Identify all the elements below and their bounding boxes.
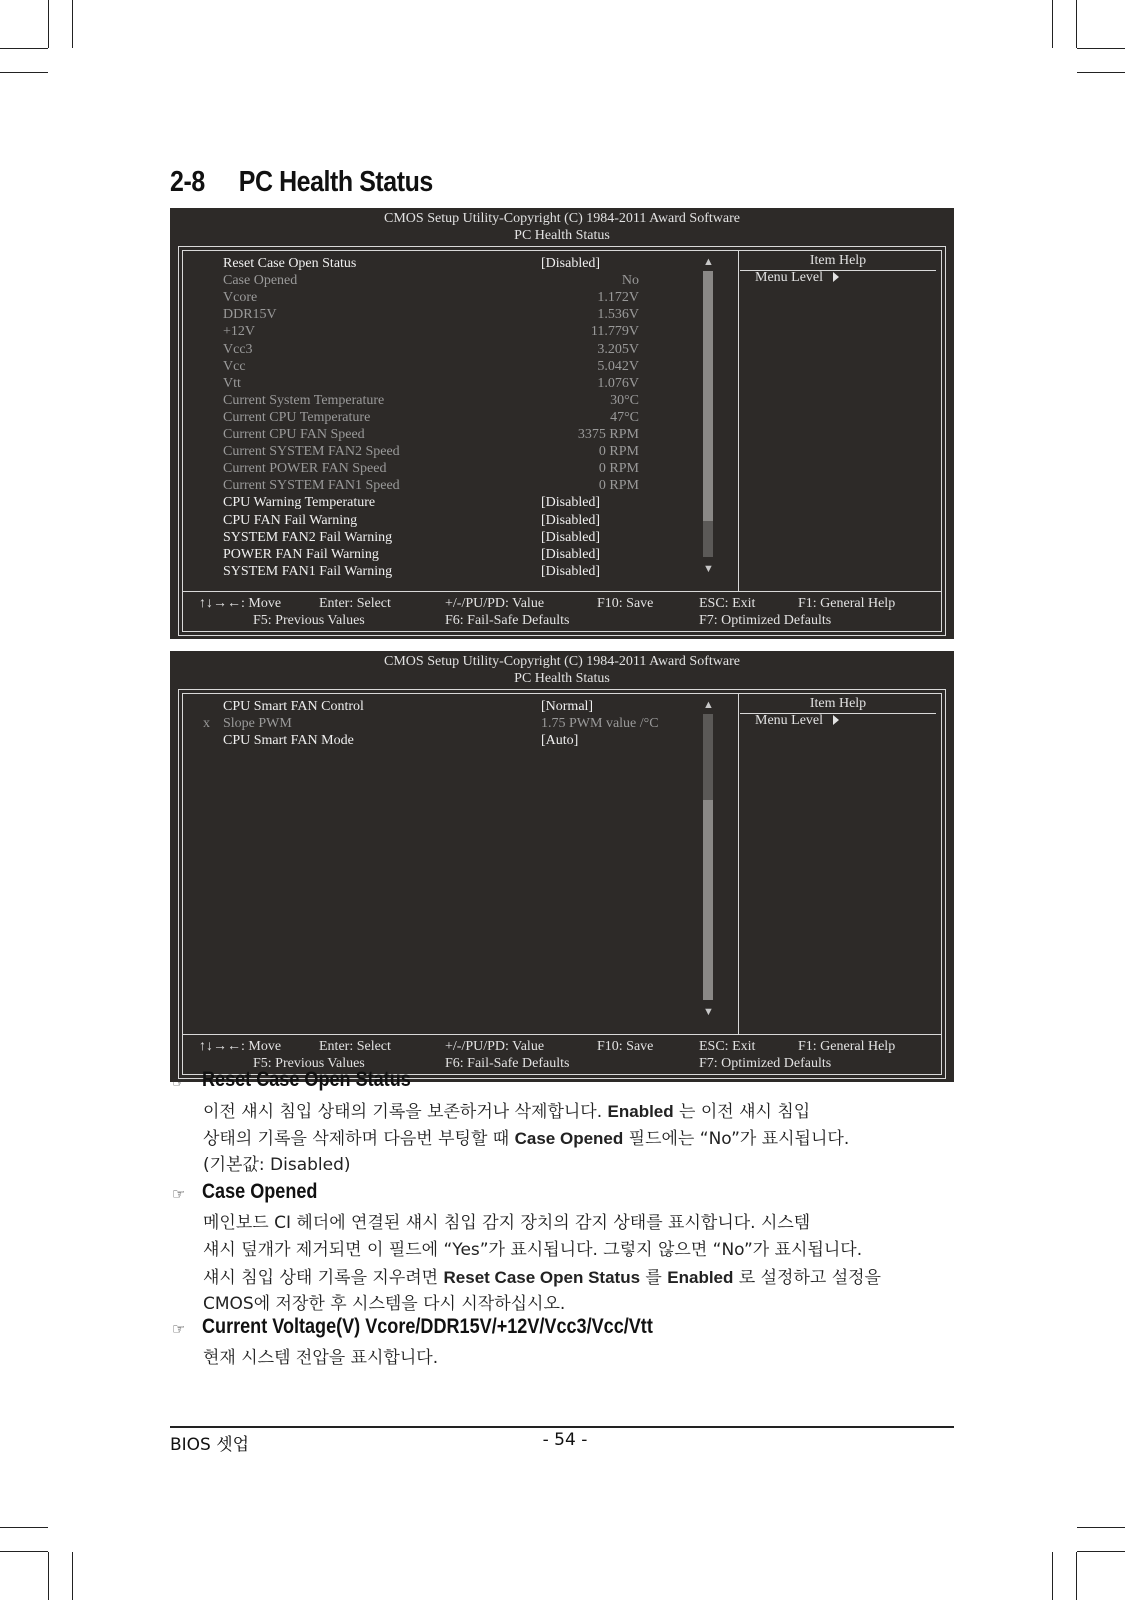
bios-item-label: Slope PWM bbox=[223, 716, 292, 732]
crop-mark bbox=[1076, 1552, 1077, 1600]
bios-frame bbox=[178, 689, 946, 1079]
bios-item-label: Vcore bbox=[223, 290, 258, 306]
scrollbar-thumb[interactable] bbox=[703, 271, 713, 521]
menu-level bbox=[755, 270, 839, 286]
key-select: Enter: Select bbox=[319, 1039, 391, 1054]
key-previous-values: F5: Previous Values bbox=[253, 613, 365, 628]
bios-item-label: POWER FAN Fail Warning bbox=[223, 546, 379, 562]
scroll-down-icon[interactable]: ▼ bbox=[703, 563, 714, 575]
pointing-hand-icon: ☞ bbox=[172, 1186, 186, 1203]
key-save: F10: Save bbox=[597, 596, 654, 611]
bios-item-value[interactable]: [Normal] bbox=[541, 699, 594, 714]
bios-item bbox=[223, 375, 741, 392]
bios-item-value: 47°C bbox=[610, 409, 639, 425]
bios-item-value: 1.076V bbox=[597, 375, 639, 391]
key-value: +/-/PU/PD: Value bbox=[445, 1039, 545, 1054]
bios-inner-frame bbox=[182, 250, 942, 632]
bios-inner-frame bbox=[182, 693, 942, 1075]
key-save: F10: Save bbox=[597, 1039, 654, 1054]
bios-item-value[interactable]: [Auto] bbox=[541, 733, 579, 749]
bios-item-value: 0 RPM bbox=[598, 478, 639, 494]
bios-item-label: CPU FAN Fail Warning bbox=[223, 512, 358, 528]
bios-item-label: DDR15V bbox=[223, 307, 277, 323]
crop-mark bbox=[0, 72, 48, 73]
section-heading: PC Health Status bbox=[238, 166, 433, 198]
description-title: Current Voltage(V) Vcore/DDR15V/+12V/Vcc3/Vcc/Vtt bbox=[202, 1315, 653, 1338]
bios-item-label: CPU Smart FAN Mode bbox=[223, 733, 354, 749]
description-line: 현재 시스템 전압을 표시합니다. bbox=[203, 1348, 439, 1368]
bios-item-value[interactable]: [Disabled] bbox=[541, 495, 601, 511]
menu-level bbox=[755, 713, 839, 729]
bios-item bbox=[223, 392, 741, 409]
bios-item-label: Vtt bbox=[223, 375, 241, 391]
bios-item-value[interactable]: [Disabled] bbox=[541, 546, 601, 562]
scroll-down-icon[interactable]: ▼ bbox=[703, 1006, 714, 1018]
bios-item-label: SYSTEM FAN2 Fail Warning bbox=[223, 529, 393, 545]
bios-item[interactable] bbox=[223, 563, 741, 580]
key-move: ↑↓→←: Move bbox=[199, 1039, 282, 1054]
bios-item[interactable] bbox=[223, 732, 741, 749]
description-title: Case Opened bbox=[202, 1180, 318, 1203]
pointing-hand-icon: ☞ bbox=[172, 1074, 186, 1091]
right-arrow-icon bbox=[833, 272, 839, 282]
crop-mark bbox=[48, 0, 49, 48]
bios-item-value: 3.205V bbox=[597, 341, 639, 357]
key-help: F1: General Help bbox=[798, 596, 896, 611]
description-line: 섀시 덮개가 제거되면 이 필드에 “Yes”가 표시됩니다. 그렇지 않으면 “No”가 표시됩니다. bbox=[203, 1240, 863, 1260]
description-title: Reset Case Open Status bbox=[202, 1068, 411, 1091]
bios-item bbox=[223, 460, 741, 477]
bios-item[interactable] bbox=[223, 698, 741, 715]
key-previous-values: F5: Previous Values bbox=[253, 1056, 365, 1071]
bios-item-value: 1.536V bbox=[597, 307, 639, 323]
bios-item-label: SYSTEM FAN1 Fail Warning bbox=[223, 563, 393, 579]
crop-mark bbox=[72, 1552, 73, 1600]
bios-item-label: Current POWER FAN Speed bbox=[223, 461, 387, 477]
bios-item-value: 11.779V bbox=[590, 324, 639, 340]
bios-item-value: 5.042V bbox=[597, 358, 639, 374]
key-optimized-defaults: F7: Optimized Defaults bbox=[699, 613, 832, 628]
bios-page-title: PC Health Status bbox=[514, 671, 610, 686]
bios-item-label: Current CPU Temperature bbox=[223, 409, 371, 425]
bios-copyright: CMOS Setup Utility-Copyright (C) 1984-2011 Award Software bbox=[384, 654, 740, 669]
bios-item-label: Current CPU FAN Speed bbox=[223, 427, 365, 442]
bios-item bbox=[223, 477, 741, 494]
bios-item[interactable] bbox=[223, 255, 741, 272]
disabled-marker: x bbox=[203, 716, 210, 732]
bios-item-value: 1.75 PWM value /°C bbox=[541, 716, 659, 732]
menu-level-label: Menu Level bbox=[755, 713, 824, 728]
description-line: 섀시 침입 상태 기록을 지우려면 Reset Case Open Status 를 Enabled 로 설정하고 설정을 bbox=[203, 1268, 881, 1288]
bios-item bbox=[223, 272, 741, 289]
footer-chapter: BIOS 셋업 bbox=[170, 1435, 250, 1455]
divider bbox=[183, 591, 941, 592]
bios-item-label: Vcc bbox=[223, 358, 246, 374]
scrollbar[interactable] bbox=[703, 271, 713, 557]
crop-mark bbox=[0, 1527, 48, 1528]
bios-screen-health-status bbox=[170, 208, 954, 639]
crop-mark bbox=[1077, 72, 1125, 73]
bios-page-title: PC Health Status bbox=[514, 228, 610, 243]
item-help-title: Item Help bbox=[809, 696, 867, 711]
menu-level-label: Menu Level bbox=[755, 270, 824, 285]
bios-item bbox=[223, 409, 741, 426]
section-title bbox=[170, 166, 433, 199]
bios-item-value[interactable]: [Disabled] bbox=[541, 512, 601, 528]
bios-item-label: Current System Temperature bbox=[223, 392, 385, 408]
key-failsafe-defaults: F6: Fail-Safe Defaults bbox=[445, 1056, 570, 1071]
key-move: ↑↓→←: Move bbox=[199, 596, 282, 611]
bios-item-value: 3375 RPM bbox=[577, 427, 639, 442]
bios-item-label: Vcc3 bbox=[223, 341, 253, 357]
description-line: 상태의 기록을 삭제하며 다음번 부팅할 때 Case Opened 필드에는 “No”가 표시됩니다. bbox=[203, 1129, 850, 1149]
key-exit: ESC: Exit bbox=[699, 1039, 756, 1054]
bios-item-label: Case Opened bbox=[223, 273, 298, 289]
bios-item bbox=[223, 341, 741, 358]
bios-item-value: 1.172V bbox=[597, 290, 639, 306]
key-select: Enter: Select bbox=[319, 596, 391, 611]
bios-item[interactable] bbox=[223, 529, 741, 546]
bios-item[interactable] bbox=[223, 494, 741, 511]
bios-frame bbox=[178, 246, 946, 636]
description-line: CMOS에 저장한 후 시스템을 다시 시작하십시오. bbox=[203, 1294, 566, 1314]
bios-header bbox=[170, 651, 954, 687]
bios-item[interactable] bbox=[223, 546, 741, 563]
crop-mark bbox=[0, 48, 48, 49]
bios-copyright: CMOS Setup Utility-Copyright (C) 1984-2011 Award Software bbox=[384, 211, 740, 226]
bios-item-label: Reset Case Open Status bbox=[223, 256, 357, 271]
crop-mark bbox=[1077, 48, 1125, 49]
bios-item-label: CPU Smart FAN Control bbox=[223, 699, 364, 714]
bios-item bbox=[223, 426, 741, 443]
footer-rule bbox=[170, 1426, 954, 1428]
crop-mark bbox=[0, 1551, 48, 1552]
crop-mark bbox=[48, 1552, 49, 1600]
description-line: 이전 섀시 침입 상태의 기록을 보존하거나 삭제합니다. Enabled 는 이전 섀시 침입 bbox=[203, 1102, 811, 1122]
bios-item bbox=[223, 443, 741, 460]
page-number: - 54 - bbox=[542, 1430, 588, 1450]
description-line: 메인보드 CI 헤더에 연결된 섀시 침입 감지 장치의 감지 상태를 표시합니다. 시스템 bbox=[203, 1213, 811, 1233]
bios-item-value: 0 RPM bbox=[598, 444, 639, 460]
bios-item-label: Current SYSTEM FAN1 Speed bbox=[223, 478, 400, 494]
bios-screen-smart-fan bbox=[170, 651, 954, 1082]
divider bbox=[183, 1034, 941, 1035]
crop-mark bbox=[72, 0, 73, 48]
key-failsafe-defaults: F6: Fail-Safe Defaults bbox=[445, 613, 570, 628]
bios-header bbox=[170, 208, 954, 244]
bios-item-value[interactable]: [Disabled] bbox=[541, 529, 601, 545]
section-number: 2-8 bbox=[170, 166, 205, 198]
scrollbar-thumb[interactable] bbox=[703, 800, 713, 1000]
scrollbar[interactable] bbox=[703, 714, 713, 1000]
crop-mark bbox=[1077, 1551, 1125, 1552]
right-arrow-icon bbox=[833, 715, 839, 725]
bios-item bbox=[203, 715, 741, 732]
key-optimized-defaults: F7: Optimized Defaults bbox=[699, 1056, 832, 1071]
description-line: (기본값: Disabled) bbox=[203, 1155, 351, 1175]
bios-item-value[interactable]: [Disabled] bbox=[541, 256, 601, 271]
pointing-hand-icon: ☞ bbox=[172, 1321, 186, 1338]
bios-item bbox=[223, 306, 741, 323]
bios-item-label: Current SYSTEM FAN2 Speed bbox=[223, 444, 400, 460]
item-help-title: Item Help bbox=[809, 253, 867, 268]
crop-mark bbox=[1077, 1527, 1125, 1528]
bios-item-label: +12V bbox=[223, 324, 256, 340]
crop-mark bbox=[1052, 1552, 1053, 1600]
bios-item-value: 30°C bbox=[610, 392, 639, 408]
bios-item bbox=[223, 289, 741, 306]
bios-item bbox=[223, 358, 741, 375]
key-help: F1: General Help bbox=[798, 1039, 896, 1054]
scroll-up-icon[interactable]: ▲ bbox=[703, 256, 714, 268]
bios-item-value: 0 RPM bbox=[598, 461, 639, 477]
crop-mark bbox=[1052, 0, 1053, 48]
bios-item-value: No bbox=[621, 273, 639, 289]
crop-mark bbox=[1076, 0, 1077, 48]
key-exit: ESC: Exit bbox=[699, 596, 756, 611]
bios-item[interactable] bbox=[223, 512, 741, 529]
bios-item bbox=[223, 323, 741, 340]
bios-item-label: CPU Warning Temperature bbox=[223, 495, 376, 511]
bios-item-value[interactable]: [Disabled] bbox=[541, 563, 601, 579]
scroll-up-icon[interactable]: ▲ bbox=[703, 699, 714, 711]
key-value: +/-/PU/PD: Value bbox=[445, 596, 545, 611]
